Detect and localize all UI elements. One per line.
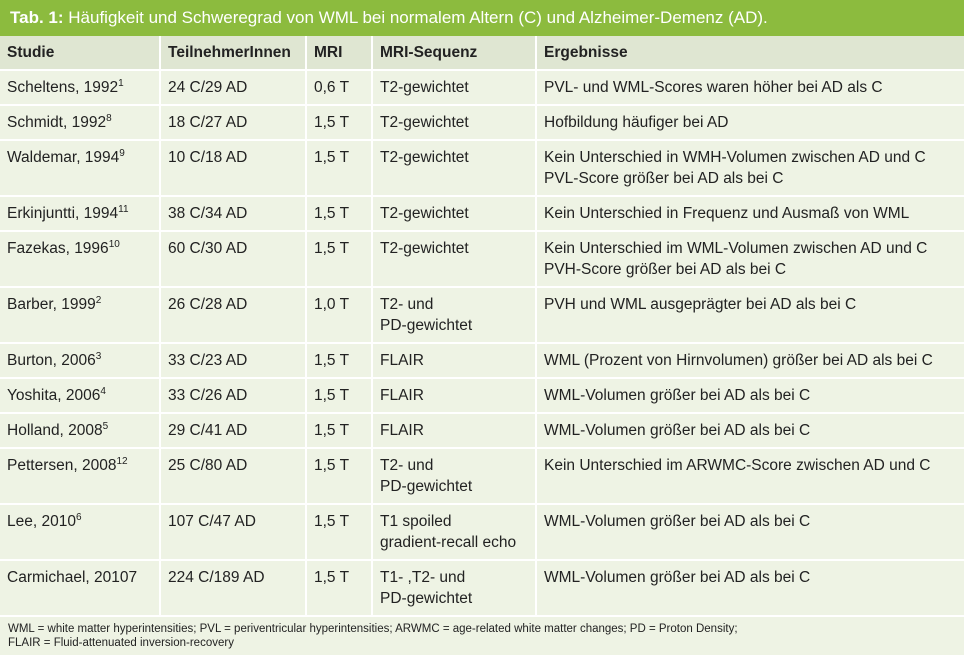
participants-cell-text: 29 C/41 AD xyxy=(168,422,248,439)
study-cell xyxy=(0,287,160,343)
study-cell-text: Schmidt, 1992 xyxy=(7,114,107,131)
study-cell xyxy=(0,413,160,448)
study-cell xyxy=(0,140,160,196)
mri-cell xyxy=(306,140,372,196)
sequence-cell-text: FLAIR xyxy=(380,387,424,404)
result-cell-text: WML-Volumen größer bei AD als bei C xyxy=(544,569,811,586)
sequence-cell xyxy=(372,413,536,448)
study-cell xyxy=(0,448,160,504)
sequence-cell-text: T2-gewichtet xyxy=(380,205,469,222)
table-footnote xyxy=(0,617,964,655)
participants-cell xyxy=(160,70,306,105)
reference-superscript: 6 xyxy=(75,512,82,523)
reference-superscript: 11 xyxy=(118,204,129,215)
sequence-cell xyxy=(372,287,536,343)
sequence-cell-text: T2-gewichtet xyxy=(380,114,469,131)
mri-cell-text: 1,5 T xyxy=(314,422,350,439)
mri-cell xyxy=(306,287,372,343)
participants-cell-text: 38 C/34 AD xyxy=(168,205,248,222)
table-row xyxy=(0,231,964,287)
mri-cell xyxy=(306,378,372,413)
study-cell-text: Holland, 2008 xyxy=(7,422,103,439)
study-cell xyxy=(0,504,160,560)
mri-cell-text: 1,5 T xyxy=(314,149,350,166)
mri-cell-text: 1,5 T xyxy=(314,240,350,257)
result-cell-text: Kein Unterschied im ARWMC-Score zwischen AD und C xyxy=(544,457,931,474)
result-cell-text: WML-Volumen größer bei AD als bei C xyxy=(544,513,811,530)
table-row xyxy=(0,504,964,560)
reference-superscript: 8 xyxy=(106,113,112,124)
mri-cell xyxy=(306,448,372,504)
result-cell xyxy=(536,448,964,504)
study-cell xyxy=(0,343,160,378)
participants-cell xyxy=(160,105,306,140)
result-cell-text: PVH und WML ausgeprägter bei AD als bei C xyxy=(544,296,857,313)
result-cell xyxy=(536,413,964,448)
result-cell-text: Hofbildung häufiger bei AD xyxy=(544,114,729,131)
table-row xyxy=(0,343,964,378)
table-row xyxy=(0,140,964,196)
mri-cell-text: 1,5 T xyxy=(314,387,350,404)
sequence-cell xyxy=(372,504,536,560)
result-cell-text: Kein Unterschied in WMH-Volumen zwischen AD und C xyxy=(544,149,926,166)
sequence-cell xyxy=(372,196,536,231)
result-cell-text: PVH-Score größer bei AD als bei C xyxy=(544,261,787,278)
mri-cell xyxy=(306,70,372,105)
reference-superscript: 5 xyxy=(102,421,109,432)
mri-cell-text: 1,0 T xyxy=(314,296,350,313)
footnote-line: FLAIR = Fluid-attenuated inversion-recovery xyxy=(8,637,234,649)
sequence-cell xyxy=(372,105,536,140)
result-cell-text: WML-Volumen größer bei AD als bei C xyxy=(544,387,811,404)
mri-cell xyxy=(306,231,372,287)
participants-cell-text: 33 C/23 AD xyxy=(168,352,248,369)
reference-superscript: 2 xyxy=(95,295,102,306)
sequence-cell xyxy=(372,560,536,616)
sequence-cell-text: T1- ,T2- und xyxy=(380,569,466,586)
mri-cell-text: 0,6 T xyxy=(314,79,350,96)
participants-cell xyxy=(160,343,306,378)
sequence-cell-text: FLAIR xyxy=(380,352,424,369)
participants-cell-text: 107 C/47 AD xyxy=(168,513,256,530)
result-cell xyxy=(536,287,964,343)
mri-cell-text: 1,5 T xyxy=(314,513,350,530)
sequence-cell-text: T1 spoiled xyxy=(380,513,452,530)
participants-cell-text: 10 C/18 AD xyxy=(168,149,248,166)
mri-cell-text: 1,5 T xyxy=(314,569,350,586)
mri-cell-text: 1,5 T xyxy=(314,352,350,369)
participants-cell-text: 33 C/26 AD xyxy=(168,387,248,404)
participants-cell-text: 18 C/27 AD xyxy=(168,114,248,131)
result-cell xyxy=(536,343,964,378)
result-cell xyxy=(536,140,964,196)
result-cell xyxy=(536,196,964,231)
result-cell-text: WML-Volumen größer bei AD als bei C xyxy=(544,422,811,439)
sequence-cell xyxy=(372,343,536,378)
study-cell-text: Waldemar, 1994 xyxy=(7,149,120,166)
participants-cell xyxy=(160,413,306,448)
data-table xyxy=(0,36,964,617)
table-title-text: Häufigkeit und Schweregrad von WML bei normalem Altern (C) und Alzheimer-Demenz (AD). xyxy=(68,8,768,27)
study-cell-text: Barber, 1999 xyxy=(7,296,96,313)
mri-cell xyxy=(306,196,372,231)
participants-cell xyxy=(160,231,306,287)
reference-superscript: 4 xyxy=(100,386,106,397)
result-cell xyxy=(536,231,964,287)
participants-cell-text: 25 C/80 AD xyxy=(168,457,248,474)
study-cell-text: Scheltens, 1992 xyxy=(7,79,119,96)
participants-cell xyxy=(160,504,306,560)
study-cell xyxy=(0,70,160,105)
sequence-cell-text: PD-gewichtet xyxy=(380,590,473,607)
sequence-cell xyxy=(372,231,536,287)
participants-cell xyxy=(160,378,306,413)
mri-cell xyxy=(306,504,372,560)
study-cell-text: Fazekas, 1996 xyxy=(7,240,109,257)
study-cell-text: Yoshita, 2006 xyxy=(7,387,101,404)
sequence-cell xyxy=(372,70,536,105)
table-row xyxy=(0,70,964,105)
result-cell xyxy=(536,378,964,413)
study-cell xyxy=(0,560,160,616)
reference-superscript: 12 xyxy=(116,456,128,467)
study-cell-text: Carmichael, 20107 xyxy=(7,569,138,586)
table-row xyxy=(0,287,964,343)
study-cell-text: Lee, 2010 xyxy=(7,513,76,530)
column-header-mri: MRI xyxy=(306,36,372,70)
sequence-cell xyxy=(372,140,536,196)
header-row xyxy=(0,36,964,70)
result-cell-text: PVL-Score größer bei AD als bei C xyxy=(544,170,784,187)
reference-superscript: 10 xyxy=(108,239,120,250)
sequence-cell-text: T2-gewichtet xyxy=(380,79,469,96)
sequence-cell xyxy=(372,378,536,413)
sequence-cell-text: FLAIR xyxy=(380,422,424,439)
participants-cell xyxy=(160,448,306,504)
sequence-cell-text: gradient-recall echo xyxy=(380,534,517,551)
column-header-study: Studie xyxy=(0,36,160,70)
mri-cell-text: 1,5 T xyxy=(314,205,350,222)
mri-cell xyxy=(306,105,372,140)
study-cell xyxy=(0,378,160,413)
participants-cell xyxy=(160,196,306,231)
sequence-cell-text: PD-gewichtet xyxy=(380,317,473,334)
table-row xyxy=(0,378,964,413)
participants-cell xyxy=(160,287,306,343)
participants-cell-text: 24 C/29 AD xyxy=(168,79,248,96)
study-cell xyxy=(0,231,160,287)
mri-cell xyxy=(306,413,372,448)
participants-cell-text: 224 C/189 AD xyxy=(168,569,265,586)
result-cell-text: WML (Prozent von Hirnvolumen) größer bei AD als bei C xyxy=(544,352,933,369)
column-header-participants: TeilnehmerInnen xyxy=(160,36,306,70)
table-row xyxy=(0,105,964,140)
column-header-results: Ergebnisse xyxy=(536,36,964,70)
result-cell xyxy=(536,105,964,140)
result-cell xyxy=(536,70,964,105)
mri-cell xyxy=(306,560,372,616)
table-title xyxy=(0,0,964,36)
participants-cell xyxy=(160,140,306,196)
study-cell xyxy=(0,105,160,140)
sequence-cell-text: T2- und xyxy=(380,457,434,474)
result-cell xyxy=(536,504,964,560)
study-cell-text: Burton, 2006 xyxy=(7,352,96,369)
mri-cell xyxy=(306,343,372,378)
table-row xyxy=(0,560,964,616)
participants-cell-text: 60 C/30 AD xyxy=(168,240,248,257)
table-row xyxy=(0,448,964,504)
sequence-cell-text: T2-gewichtet xyxy=(380,240,469,257)
table-title-label: Tab. 1: xyxy=(10,8,64,27)
reference-superscript: 9 xyxy=(119,148,125,159)
result-cell-text: Kein Unterschied in Frequenz und Ausmaß von WML xyxy=(544,205,910,222)
sequence-cell-text: T2-gewichtet xyxy=(380,149,469,166)
study-cell xyxy=(0,196,160,231)
mri-cell-text: 1,5 T xyxy=(314,457,350,474)
result-cell xyxy=(536,560,964,616)
column-header-sequence: MRI-Sequenz xyxy=(372,36,536,70)
table-row xyxy=(0,413,964,448)
sequence-cell-text: PD-gewichtet xyxy=(380,478,473,495)
study-cell-text: Pettersen, 2008 xyxy=(7,457,117,474)
reference-superscript: 1 xyxy=(118,78,124,89)
result-cell-text: PVL- und WML-Scores waren höher bei AD als C xyxy=(544,79,883,96)
sequence-cell-text: T2- und xyxy=(380,296,434,313)
mri-cell-text: 1,5 T xyxy=(314,114,350,131)
participants-cell xyxy=(160,560,306,616)
sequence-cell xyxy=(372,448,536,504)
study-cell-text: Erkinjuntti, 1994 xyxy=(7,205,119,222)
footnote-line: WML = white matter hyperintensities; PVL = periventricular hyperintensities; ARWMC = age-related white matter changes; PD = Proton Density; xyxy=(8,623,738,635)
participants-cell-text: 26 C/28 AD xyxy=(168,296,248,313)
table-row xyxy=(0,196,964,231)
reference-superscript: 3 xyxy=(95,351,102,362)
result-cell-text: Kein Unterschied im WML-Volumen zwischen AD und C xyxy=(544,240,928,257)
